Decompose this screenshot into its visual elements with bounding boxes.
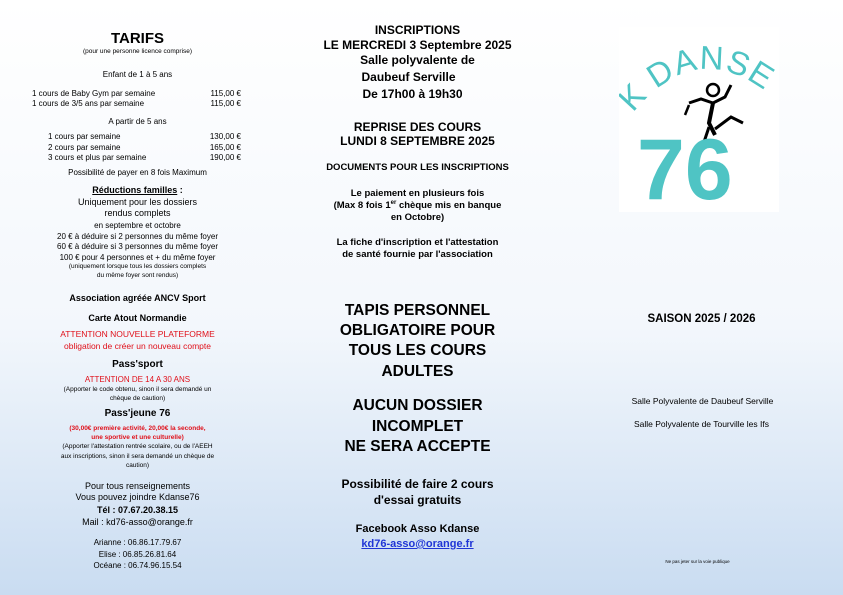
atout-title: Carte Atout Normandie	[88, 313, 187, 323]
saison-label: SAISON 2025 / 2026	[647, 313, 756, 325]
insc-line: Salle polyvalente de	[360, 53, 475, 67]
logo-number: 76	[637, 122, 733, 212]
dossier-line: INCOMPLET	[371, 418, 464, 435]
inscriptions-column	[295, 0, 540, 595]
phone: Tél : 07.67.20.38.15	[96, 505, 179, 515]
tarifs-subtitle: (pour une personne licence comprise)	[82, 48, 193, 55]
passjeune-note: (Apporter l'attestation rentrée scolaire, ou de l'AEEH	[62, 443, 213, 450]
reduction-note: (uniquement lorsque tous les dossiers complets	[68, 263, 207, 270]
passsport-note: chèque de caution)	[109, 395, 166, 402]
email-link[interactable]: kd76-asso@orange.fr	[361, 538, 474, 550]
reduction-line: rendus complets	[104, 208, 171, 218]
info-line: Pour tous renseignements	[84, 481, 191, 491]
contact: Arianne : 06.86.17.79.67	[93, 538, 182, 547]
passsport-alert: ATTENTION DE 14 A 30 ANS	[84, 375, 191, 384]
passjeune-alert: une sportive et une culturelle)	[91, 434, 184, 441]
paiement-text: (Max 8 fois 1	[333, 200, 391, 212]
age-group-2: A partir de 5 ans	[108, 117, 167, 126]
price-value: 165,00 €	[209, 143, 241, 152]
atout-alert: ATTENTION NOUVELLE PLATEFORME	[60, 329, 215, 339]
contact: Océane : 06.74.96.15.54	[93, 561, 182, 570]
reduction-note: du même foyer sont rendus)	[96, 272, 179, 279]
paiement-text: chèque mis en banque	[396, 200, 502, 212]
mail: Mail : kd76-asso@orange.fr	[82, 517, 193, 527]
tarifs-column	[20, 0, 255, 595]
tapis-line: ADULTES	[381, 363, 454, 380]
passjeune-title: Pass'jeune 76	[104, 408, 171, 419]
paiement-sup: er	[390, 200, 397, 206]
price-row	[32, 89, 241, 98]
price-row	[48, 143, 241, 152]
salle-line: Salle Polyvalente de Tourville les Ifs	[634, 419, 769, 429]
insc-line: De 17h00 à 19h30	[362, 87, 463, 101]
passjeune-note: caution)	[125, 462, 150, 469]
age-group-1: Enfant de 1 à 5 ans	[102, 70, 173, 79]
essai-line: Possibilité de faire 2 cours	[341, 477, 494, 491]
email-link-wrap	[295, 538, 540, 550]
reprise-line: REPRISE DES COURS	[353, 120, 482, 134]
tapis-line: TOUS LES COURS	[348, 342, 487, 359]
reductions-colon: :	[177, 185, 183, 195]
contact: Elise : 06.85.26.81.64	[98, 550, 177, 559]
reductions-title: Réductions familles	[92, 185, 178, 195]
passjeune-note: aux inscriptions, sinon il sera demandé un chèque de	[60, 453, 215, 460]
passjeune-alert: (30,00€ première activité, 20,00€ la seconde,	[69, 425, 206, 432]
price-value: 115,00 €	[210, 89, 241, 98]
dossier-line: NE SERA ACCEPTE	[344, 438, 491, 455]
reduction-line: Uniquement pour les dossiers	[77, 197, 198, 207]
logo-text: DANSE	[639, 38, 779, 97]
paiement-line: Le paiement en plusieurs fois	[350, 188, 485, 199]
reduction-line: 20 € à déduire si 2 personnes du même foyer	[57, 232, 218, 241]
price-row	[48, 132, 241, 141]
fiche-line: de santé fournie par l'association	[342, 249, 493, 260]
price-label: 1 cours par semaine	[48, 132, 121, 141]
price-row	[48, 153, 241, 162]
price-value: 130,00 €	[209, 132, 241, 141]
fiche-line: La fiche d'inscription et l'attestation	[336, 237, 499, 248]
price-value: 190,00 €	[209, 153, 241, 162]
price-label: 1 cours de 3/5 ans par semaine	[32, 99, 145, 108]
payment-note: Possibilité de payer en 8 fois Maximum	[68, 168, 207, 177]
info-line: Vous pouvez joindre Kdanse76	[75, 492, 200, 502]
insc-line: Daubeuf Serville	[361, 70, 456, 84]
essai-line: d'essai gratuits	[373, 493, 462, 507]
reduction-line: en septembre et octobre	[94, 221, 181, 230]
atout-alert: obligation de créer un nouveau compte	[64, 341, 211, 351]
salle-line: Salle Polyvalente de Daubeuf Serville	[631, 396, 774, 406]
tapis-line: TAPIS PERSONNEL	[344, 302, 491, 319]
docs-title: DOCUMENTS POUR LES INSCRIPTIONS	[326, 162, 509, 173]
passsport-title: Pass'sport	[112, 359, 163, 370]
reductions-heading	[20, 185, 255, 195]
footer-note: Ne pas jeter sur la voie publique	[665, 559, 730, 564]
passsport-note: (Apporter le code obtenu, sinon il sera demandé un	[63, 386, 212, 393]
reduction-line: 100 € pour 4 personnes et + du même foyer	[59, 253, 216, 262]
insc-line: LE MERCREDI 3 Septembre 2025	[323, 38, 512, 52]
price-label: 3 cours et plus par semaine	[48, 153, 147, 162]
price-label: 1 cours de Baby Gym par semaine	[32, 89, 156, 98]
dossier-line: AUCUN DOSSIER	[352, 397, 483, 414]
ancv-label: Association agréée ANCV Sport	[69, 293, 206, 303]
price-value: 115,00 €	[210, 99, 241, 108]
price-label: 2 cours par semaine	[48, 143, 121, 152]
paiement-line	[295, 200, 540, 211]
facebook-label: Facebook Asso Kdanse	[355, 523, 480, 535]
saison-column	[580, 0, 825, 595]
tapis-line: OBLIGATOIRE POUR	[339, 322, 496, 339]
insc-line: INSCRIPTIONS	[374, 23, 461, 37]
reprise-line: LUNDI 8 SEPTEMBRE 2025	[340, 134, 495, 148]
reduction-line: 60 € à déduire si 3 personnes du même foyer	[57, 242, 218, 251]
paiement-line: en Octobre)	[390, 212, 445, 223]
tarifs-title: TARIFS	[110, 30, 165, 47]
price-row	[32, 99, 241, 108]
